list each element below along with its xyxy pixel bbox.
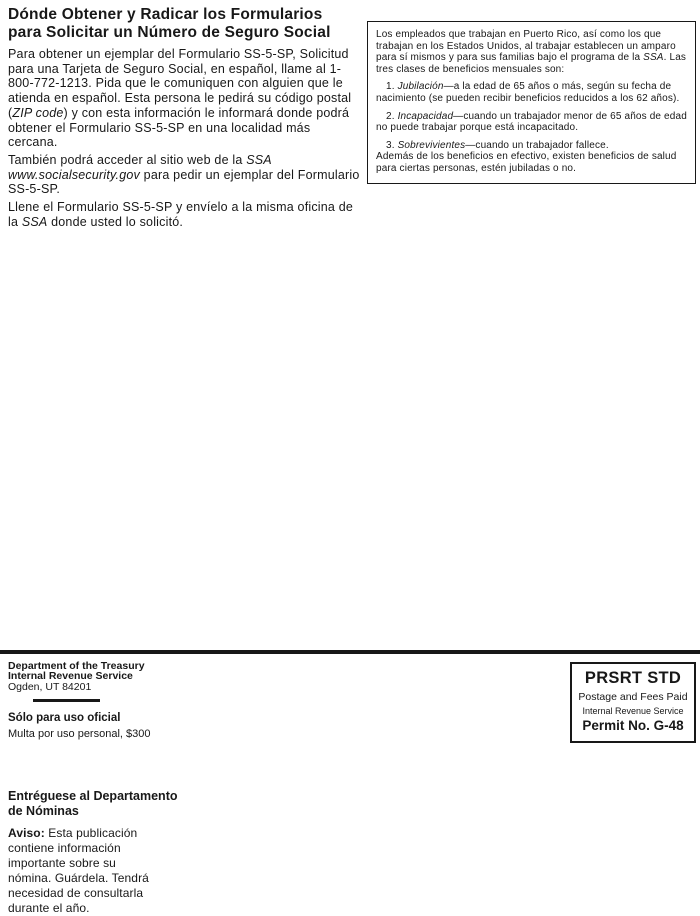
footer-divider-rule (0, 650, 700, 654)
benefit-item-survivors: 3. Sobrevivientes—cuando un trabajador fallece. (386, 139, 609, 151)
short-divider-rule (33, 699, 100, 702)
postage-agency-line: Internal Revenue Service (582, 706, 684, 716)
postage-mail-class: PRSRT STD (584, 669, 682, 687)
postage-fees-line: Postage and Fees Paid (578, 691, 688, 703)
paragraph-how-to-obtain: Para obtener un ejemplar del Formulario SS-5-SP, Solicitud para una Tarjeta de Seguro Social, en español, llame al 1-800-772-1213. Pida que le comuniquen con alguien que le atienda en español. Esta persona le pedirá su código postal (ZIP code) y con esta información le informará donde podrá obtener el Formulario SS-5-SP en una localidad más cercana. (8, 47, 352, 150)
paragraph-mail-back: Llene el Formulario SS-5-SP y envíelo a la misma oficina de la SSA donde usted lo solicitó. (8, 200, 354, 229)
delivery-heading: Entréguese al Departamento de Nóminas (8, 789, 178, 818)
main-column (8, 6, 360, 232)
page-title: Dónde Obtener y Radicar los Formularios para Solicitar un Número de Seguro Social (8, 6, 331, 41)
agency-name-line1: Department of the Treasury (8, 660, 145, 672)
official-use-heading: Sólo para uso oficial (8, 712, 121, 725)
benefit-item-retirement: 1. Jubilación—a la edad de 65 años o más, según su fecha de nacimiento (se pueden recibir beneficios reducidos a los 62 años). (376, 81, 680, 104)
delivery-note-block (8, 789, 186, 916)
return-address-block (8, 661, 150, 740)
benefits-box (367, 21, 696, 184)
penalty-note: Multa por uso personal, $300 (8, 728, 151, 741)
benefits-intro: Los empleados que trabajan en Puerto Rico, así como los que trabajan en los Estados Unidos, al trabajar establecen un amparo para sí mismos y para sus familias bajo el programa de la SSA. Las tres clases de beneficios mensuales son: (376, 29, 687, 75)
benefit-item-disability: 2. Incapacidad—cuando un trabajador menor de 65 años de edad no puede trabajar porque está incapacitado. (376, 110, 687, 134)
delivery-notice: Aviso: Esta publicación contiene información importante sobre su nómina. Guárdela. Tendrá necesidad de consultarla durante el año. (8, 826, 149, 915)
postage-permit-number: Permit No. G-48 (582, 718, 684, 733)
agency-city-line: Ogden, UT 84201 (8, 680, 92, 693)
postage-permit-box (570, 662, 696, 743)
agency-name-line2: Internal Revenue Service (8, 670, 133, 683)
paragraph-website: También podrá acceder al sitio web de la SSA www.socialsecurity.gov para pedir un ejemplar del Formulario SS-5-SP. (8, 152, 360, 197)
benefits-closing: Además de los beneficios en efectivo, existen beneficios de salud para ciertas personas, estén jubiladas o no. (376, 151, 677, 174)
